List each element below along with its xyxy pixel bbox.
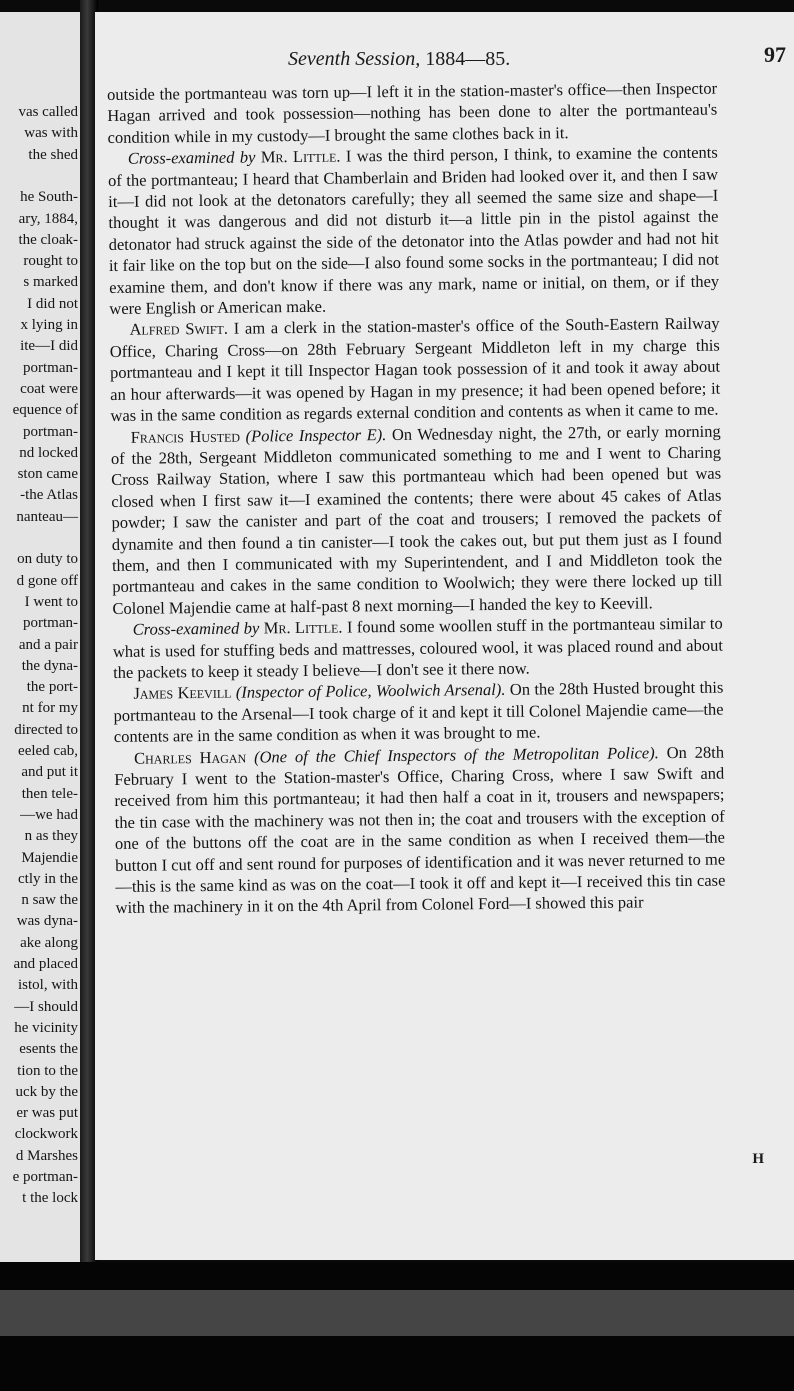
testimony-paragraph [113,677,724,748]
left-page-line: d Marshes [15,1147,78,1164]
left-page-line: uck by the [15,1083,78,1100]
testimony-paragraph [114,741,726,919]
left-page-line: rought to [23,253,78,270]
witness-name: Francis Husted [130,426,241,447]
left-page-line: Majendie [21,849,78,866]
testimony-text: outside the portmanteau was torn up—I left it in the station-master's office—then Inspector Hagan arrived and took possession—nothing has been done to alter the portmanteau's condition while in my custody—I brought the same clothes back in it. [107,78,718,147]
left-page-line: equence of [12,402,78,419]
left-page-line: the dyna- [21,657,78,674]
page-number: 97 [764,42,786,67]
left-page-line: er was put [16,1105,78,1122]
left-page-line: then tele- [21,785,78,802]
left-page-line: I did not [27,295,78,312]
witness-role: (Inspector of Police, Woolwich Arsenal). [235,680,506,703]
cross-examined-label: Cross-examined by [132,618,260,639]
witness-name: Charles Hagan [133,747,247,768]
page-header [95,42,794,72]
witness-name: Mr. Little. [260,146,341,167]
left-page-line: directed to [14,721,78,738]
left-page-line: portman- [23,615,78,632]
left-page-line: vas called [18,104,78,120]
left-page-line: he vicinity [14,1019,78,1036]
testimony-text: On Wednesday night, the 27th, or early morning of the 28th, Sergeant Middleton communicated something to me and I went to Charing Cross Railway Station, where I saw this portmanteau which had been opened but was closed when I first saw it—I examined the contents; there were about 45 cakes of Atlas powder; I saw the canister and part of the coat and trousers; I removed the packets of dynamite and then found a tin canister—I took the cakes out, but put them just as I found them, and then I communicated with my Superintendent, and I and Middleton took the portmanteau and cakes in the same condition to Woolwich; they were there locked up till Colonel Majendie came at half-past 8 next morning—I handed the key to Keevill. [110,421,723,618]
left-page-line: eeled cab, [18,743,78,759]
testimony-body [107,78,726,919]
testimony-paragraph [107,78,718,149]
testimony-paragraph [111,420,723,619]
testimony-paragraph [109,313,720,426]
cross-examined-label: Cross-examined by [127,147,256,169]
left-page-line: was dyna- [16,913,78,930]
left-page-line: portman- [23,359,78,376]
testimony-text: I was the third person, I think, to examine the contents of the portmanteau; I heard that Chamberlain and Briden had looked over it, and then I saw it—I did not look at the detonators carefully; they all seemed the same size and shape—I thought it was dangerous and did not disturb it—a little pin in the pistol against the detonator had struck against the side of the detonator into the Atlas powder and had not hit it fair like on the top but on the side—I also found some socks in the portmanteau; I did not examine them, and don't know if there was any mark, name or initial, on them, or if they were English or American make. [107,142,720,319]
testimony-paragraph [113,613,724,684]
left-page-line: nt for my [22,700,78,717]
witness-name: Mr. Little. [263,617,343,638]
left-facing-page [0,12,80,1262]
left-page-line: s marked [23,274,78,291]
left-page-line: nanteau— [16,508,78,525]
scan-bottom-margin [0,1262,794,1391]
left-page-line: was with [24,125,78,142]
left-page-line: the cloak- [18,231,78,248]
left-page-line: —I should [14,998,78,1015]
left-page-line: clockwork [14,1126,78,1143]
testimony-text: I found some woollen stuff in the portmanteau similar to what is used for stuffing beds and mattresses, coloured wool, it was placed round and about the packets to keep it steady I believe—I don't see it there now. [112,613,724,682]
left-page-line: the port- [26,679,78,696]
testimony-text: On the 28th Husted brought this portmanteau to the Arsenal—I took charge of it and kept it till Colonel Majendie came—the contents are in the same condition as when it was brought to me. [113,677,724,747]
left-page-line: e portman- [12,1169,78,1185]
left-page-line: portman- [23,423,78,440]
testimony-paragraph [108,142,720,320]
right-page [95,12,794,1260]
left-page-line: and a pair [18,636,78,653]
left-page-line: ake along [20,934,78,951]
left-page-line: ctly in the [18,870,78,887]
signature-mark: H [752,1151,764,1167]
left-page-line: t the lock [22,1190,78,1207]
left-page-line: nd locked [19,444,78,461]
left-page-line: he South- [20,189,78,206]
running-head-session: Seventh Session, [288,48,421,70]
left-page-line: n as they [24,828,78,845]
running-head-year: 1884—85. [425,48,511,70]
left-page-line: d gone off [16,572,78,589]
witness-role: (Police Inspector E). [245,424,387,446]
left-page-line: istol, with [17,977,78,994]
left-page-line: n saw the [21,892,78,909]
left-page-line: tion to the [17,1062,78,1079]
testimony-text: On 28th February I went to the Station-master's Office, Charing Cross, where I saw Swift and received from him this portmanteau; it had then half a coat in it, trousers and newspapers; the tin case with the machinery was not then in; the coat and trousers with the exception of one of the buttons off the coat are in the same condition as when I received them—the button I cut off and sent round for purposes of identification and it was never returned to me—this is the same kind as was on the coat—I took it off and kept it—I received this tin case with the machinery in it on the 4th April from Colonel Ford—I showed this pair [114,742,726,918]
left-page-line: -the Atlas [20,487,78,504]
left-page-line: —we had [20,806,78,823]
left-page-line: and placed [13,956,78,972]
left-page-line: ite—I did [20,338,78,355]
witness-name: James Keevill [133,683,232,704]
left-page-line: x lying in [20,317,78,333]
testimony-text: I am a clerk in the station-master's office of the South-Eastern Railway Office, Charing Cross—on 28th February Sergeant Middleton left in my charge this portmanteau and I kept it till Inspector Hagan took possession of it and took it away about an hour afterwards—it was opened by Hagan in my presence; it had been opened before; it was in the same condition as regards external condition and contents as when it came to me. [109,314,721,426]
scan-band [0,1290,794,1336]
witness-role: (One of the Chief Inspectors of the Metropolitan Police). [253,742,659,767]
left-page-line: the shed [28,146,78,163]
left-page-line: esents the [19,1041,78,1058]
left-page-line: on duty to [17,551,78,568]
left-page-line: coat were [20,380,78,397]
running-head [288,48,510,71]
left-page-line: ary, 1884, [18,210,78,227]
left-page-line: and put it [21,764,78,781]
left-page-line: I went to [24,593,78,610]
left-page-line: ston came [17,466,78,483]
witness-name: Alfred Swift. [129,319,228,340]
